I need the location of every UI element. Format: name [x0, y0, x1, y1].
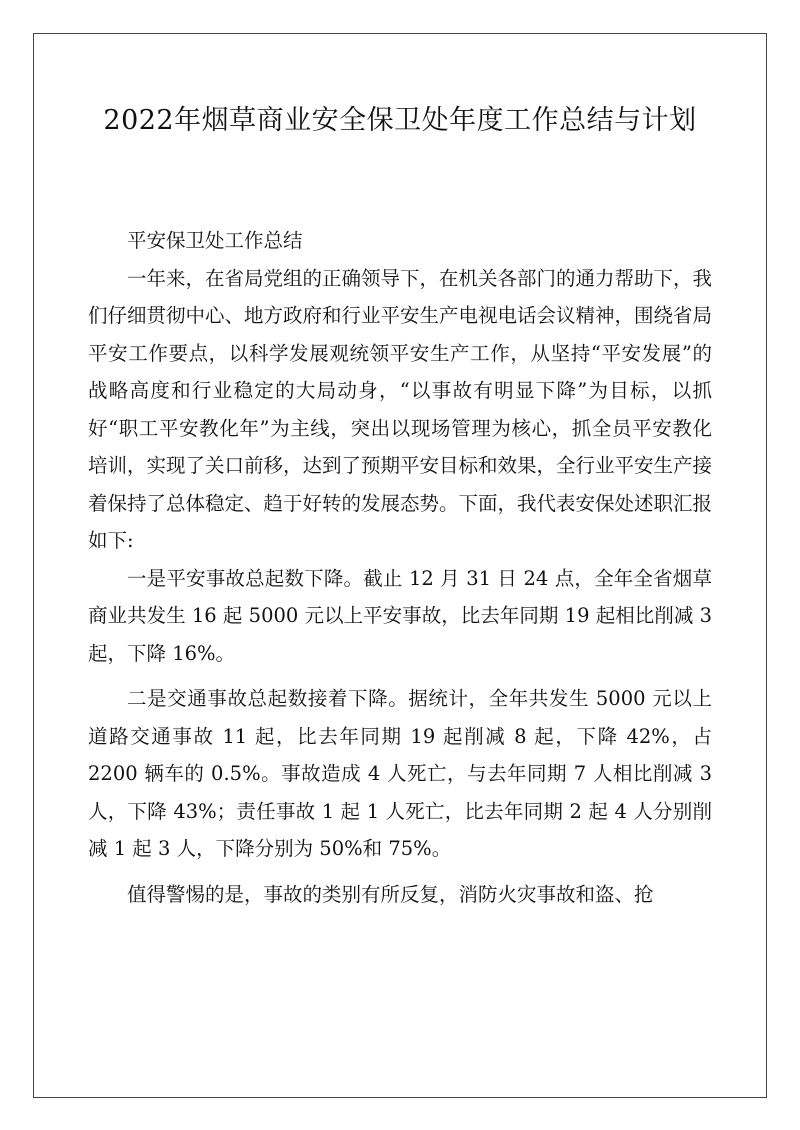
paragraph-intro: 一年来，在省局党组的正确领导下，在机关各部门的通力帮助下，我们仔细贯彻中心、地方政府和行业平安生产电视电话会议精神，围绕省局平安工作要点，以科学发展观统领平安生产工作，从坚持“平安发展”的战略高度和行业稳定的大局动身，“以事故有明显下降”为目标，以抓好“职工平安教化年”为主线，突出以现场管理为核心，抓全员平安教化培训，实现了关口前移，达到了预期平安目标和效果，全行业平安生产接着保持了总体稳定、趋于好转的发展态势。下面，我代表安保处述职汇报如下:: [88, 266, 713, 552]
paragraph-warning: 值得警惕的是，事故的类别有所反复，消防火灾事故和盗、抢: [127, 882, 654, 906]
paragraph-traffic-accidents: 二是交通事故总起数接着下降。据统计，全年共发生 5000 元以上道路交通事故 11 起，比去年同期 19 起削减 8 起，下降 42%，占 2200 辆车的 0.5%。事故造成 4 人死亡，与去年同期 7 人相比削减 3 人，下降 43%；责任事故 1 起 1 人死亡，比去年同期 2 起 4 人分别削减 1 起 3 人，下降分别为 50%和 75%。: [88, 687, 712, 860]
paragraph-accident-count: 一是平安事故总起数下降。截止 12 月 31 日 24 点，全年全省烟草商业共发生 16 起 5000 元以上平安事故，比去年同期 19 起相比削减 3 起，下降 16%。: [88, 566, 712, 665]
section-heading: 平安保卫处工作总结: [127, 229, 303, 252]
document-body: [88, 222, 712, 913]
document-title: 2022年烟草商业安全保卫处年度工作总结与计划: [103, 105, 697, 136]
